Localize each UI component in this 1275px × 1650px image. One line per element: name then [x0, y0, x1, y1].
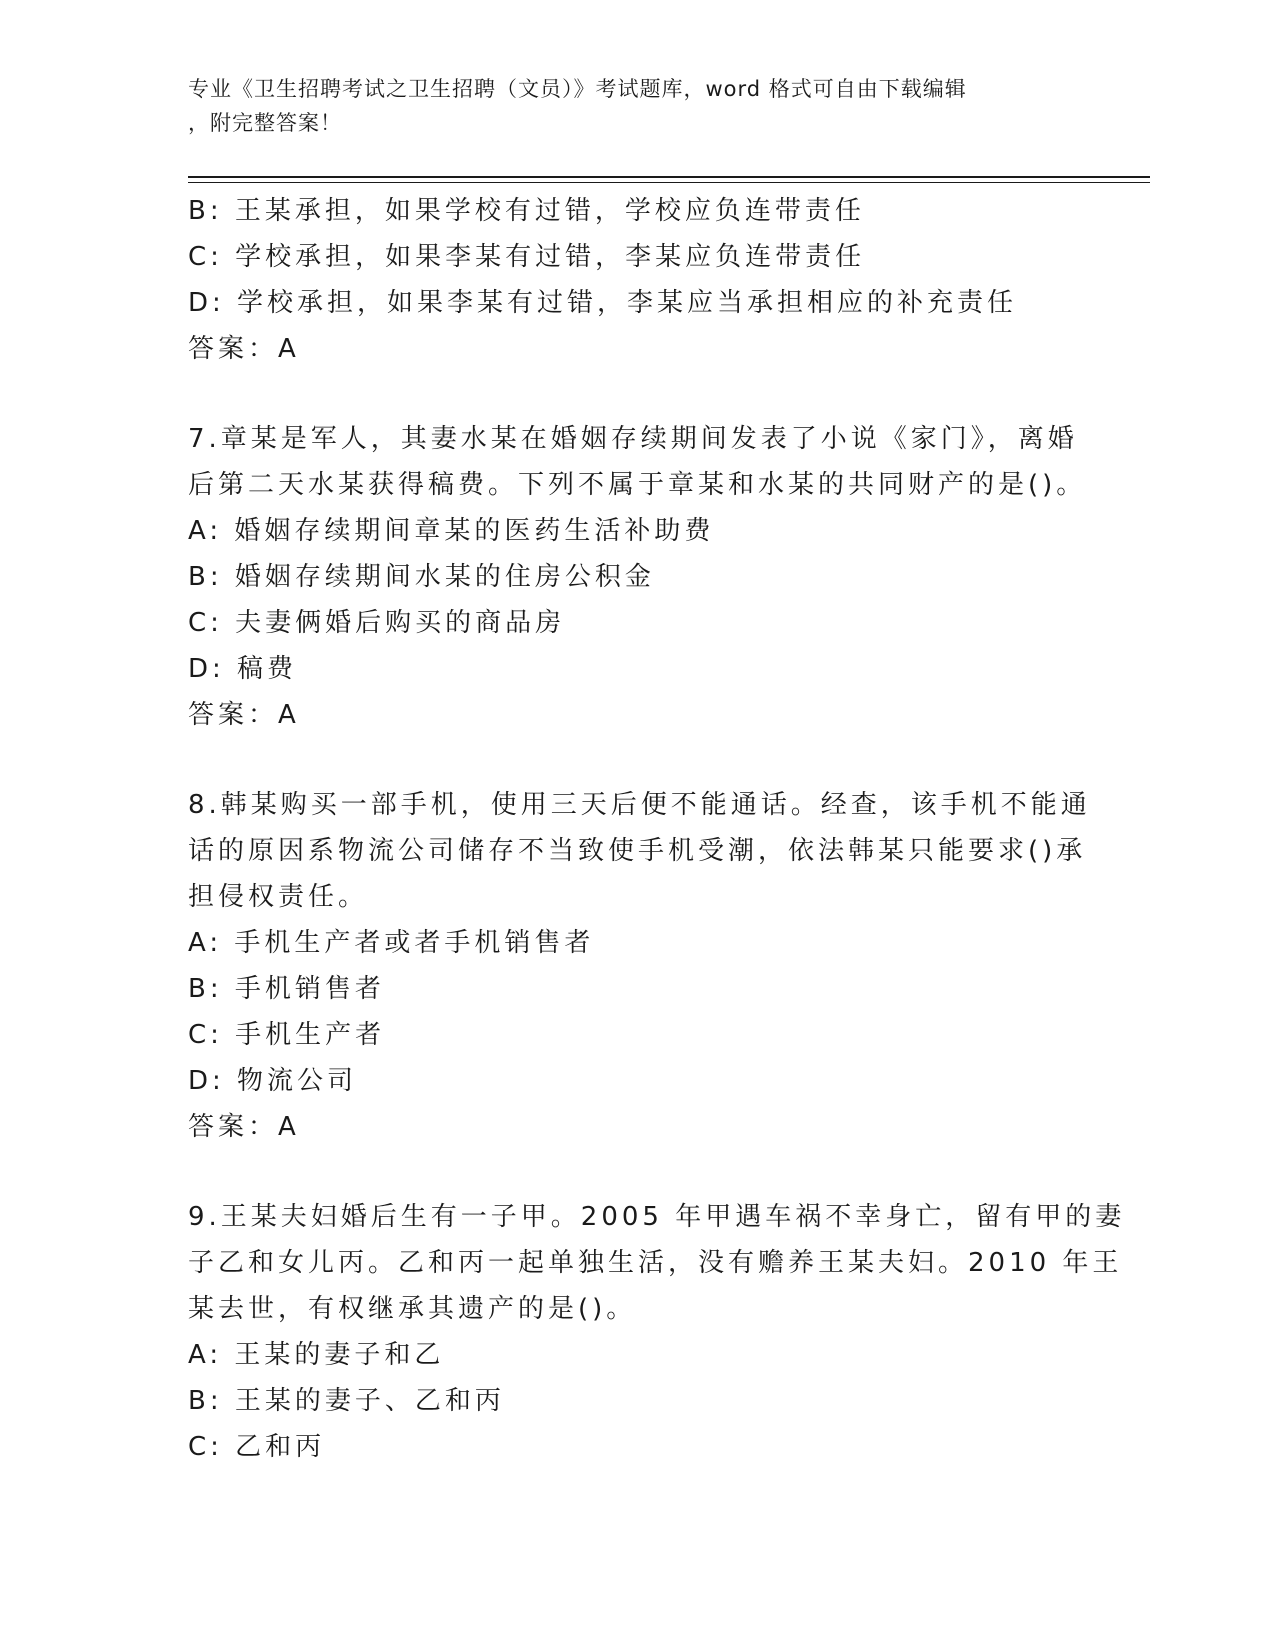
question-6 [188, 188, 1068, 372]
answer-line: 答案：A [188, 1112, 300, 1142]
document-header [188, 72, 1068, 140]
question-7 [188, 416, 1087, 738]
answer-line: 答案：A [188, 700, 300, 730]
question-stem-line: 9.王某夫妇婚后生有一子甲。2005 年甲遇车祸不幸身亡，留有甲的妻 [188, 1202, 1126, 1232]
option-a: A: 婚姻存续期间章某的医药生活补助费 [188, 516, 715, 546]
option-c: C: 学校承担，如果李某有过错，李某应负连带责任 [188, 242, 866, 272]
question-stem-line: 后第二天水某获得稿费。下列不属于章某和水某的共同财产的是()。 [188, 470, 1087, 500]
question-stem-line: 子乙和女儿丙。乙和丙一起单独生活，没有赡养王某夫妇。2010 年王 [188, 1248, 1123, 1278]
answer-line: 答案：A [188, 334, 300, 364]
header-line-1: 专业《卫生招聘考试之卫生招聘（文员）》考试题库，word 格式可自由下载编辑 [188, 77, 967, 101]
option-b: B: 手机销售者 [188, 974, 385, 1004]
header-line-2: ，附完整答案！ [188, 111, 342, 135]
question-9 [188, 1194, 1126, 1470]
option-b: B: 婚姻存续期间水某的住房公积金 [188, 562, 655, 592]
header-divider-thick [188, 176, 1150, 178]
option-a: A: 手机生产者或者手机销售者 [188, 928, 595, 958]
document-body [188, 188, 1126, 1470]
question-8 [188, 782, 1091, 1150]
option-a: A: 王某的妻子和乙 [188, 1340, 445, 1370]
option-c: C: 手机生产者 [188, 1020, 386, 1050]
header-divider-thin [188, 182, 1150, 183]
question-stem-line: 7.章某是军人，其妻水某在婚姻存续期间发表了小说《家门》，离婚 [188, 424, 1078, 454]
question-stem-line: 担侵权责任。 [188, 882, 369, 912]
option-d: D: 学校承担，如果李某有过错，李某应当承担相应的补充责任 [188, 288, 1018, 318]
question-stem-line: 某去世，有权继承其遗产的是()。 [188, 1294, 637, 1324]
option-b: B: 王某的妻子、乙和丙 [188, 1386, 505, 1416]
option-b: B: 王某承担，如果学校有过错，学校应负连带责任 [188, 196, 865, 226]
option-d: D: 物流公司 [188, 1066, 358, 1096]
question-stem-line: 8.韩某购买一部手机，使用三天后便不能通话。经查，该手机不能通 [188, 790, 1091, 820]
option-d: D: 稿费 [188, 654, 298, 684]
option-c: C: 乙和丙 [188, 1432, 326, 1462]
question-stem-line: 话的原因系物流公司储存不当致使手机受潮，依法韩某只能要求()承 [188, 836, 1087, 866]
option-c: C: 夫妻俩婚后购买的商品房 [188, 608, 566, 638]
